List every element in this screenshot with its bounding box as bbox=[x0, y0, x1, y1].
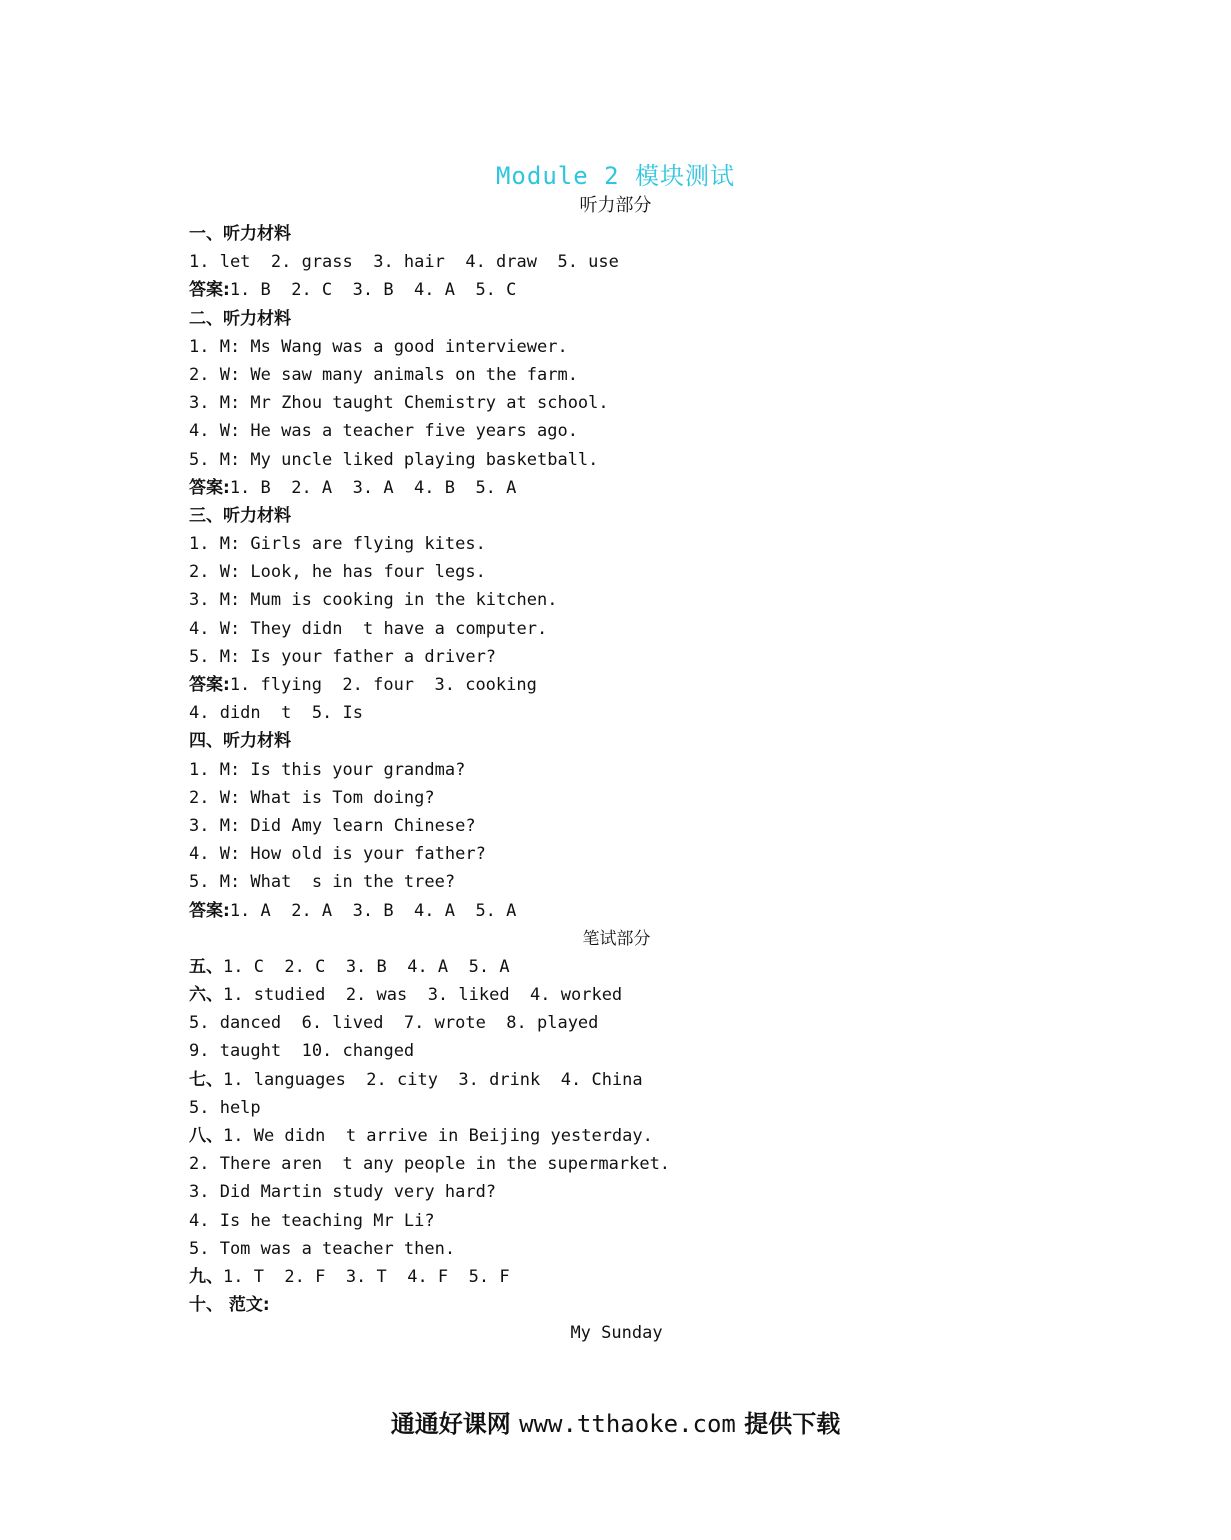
line-text: 1. B 2. C 3. B 4. A 5. C bbox=[229, 280, 517, 301]
section-heading bbox=[189, 305, 1089, 333]
answer-line bbox=[189, 1207, 1089, 1235]
line-text: 1. M: Girls are flying kites. bbox=[189, 534, 486, 555]
answer-line bbox=[189, 361, 1089, 389]
line-label: 九、 bbox=[189, 1266, 223, 1287]
section-heading bbox=[189, 727, 1089, 755]
answer-line bbox=[189, 1178, 1089, 1206]
line-text: 1. M: Ms Wang was a good interviewer. bbox=[189, 336, 568, 357]
line-text: 2. W: Look, he has four legs. bbox=[189, 562, 486, 583]
answer-line bbox=[189, 333, 1089, 361]
answer-line bbox=[189, 558, 1089, 586]
line-label: 三、听力材料 bbox=[189, 505, 291, 526]
answer-content bbox=[189, 220, 1089, 1348]
line-text: 1. A 2. A 3. B 4. A 5. A bbox=[229, 900, 517, 921]
line-text: 4. W: They didn t have a computer. bbox=[189, 618, 548, 639]
section-listening-heading: 听力部分 bbox=[579, 195, 652, 216]
centered-heading bbox=[189, 1319, 1044, 1347]
line-text: 1. let 2. grass 3. hair 4. draw 5. use bbox=[189, 252, 619, 273]
line-text: 1. We didn t arrive in Beijing yesterday. bbox=[223, 1126, 653, 1146]
line-text: 2. W: What is Tom doing? bbox=[189, 787, 435, 808]
answer-line bbox=[189, 784, 1089, 812]
line-label: 二、听力材料 bbox=[189, 308, 291, 329]
answer-line bbox=[189, 868, 1089, 896]
line-label: 五、 bbox=[189, 956, 223, 977]
line-label: 答案: bbox=[189, 477, 230, 498]
answer-line bbox=[189, 1009, 1089, 1037]
section-heading bbox=[189, 1291, 1089, 1319]
answer-line bbox=[189, 1150, 1089, 1178]
line-text: 3. M: Mum is cooking in the kitchen. bbox=[189, 590, 558, 611]
line-label: 四、听力材料 bbox=[189, 731, 291, 752]
line-label: 答案: bbox=[189, 900, 230, 921]
line-text: 1. flying 2. four 3. cooking bbox=[229, 675, 537, 695]
answer-line bbox=[189, 643, 1089, 671]
answer-line bbox=[189, 248, 1089, 276]
centered-heading bbox=[189, 925, 1044, 953]
line-text: 1. B 2. A 3. A 4. B 5. A bbox=[229, 477, 517, 498]
answer-line bbox=[189, 953, 1089, 981]
line-text: My Sunday bbox=[570, 1323, 663, 1344]
answer-line bbox=[189, 840, 1089, 868]
answer-line bbox=[189, 1122, 1089, 1150]
line-text: 1. studied 2. was 3. liked 4. worked bbox=[223, 985, 623, 1006]
page-title: Module 2 模块测试 bbox=[495, 162, 736, 190]
answer-line bbox=[189, 417, 1089, 445]
line-text: 5. Tom was a teacher then. bbox=[189, 1238, 456, 1259]
answer-line bbox=[189, 1263, 1089, 1291]
answer-line bbox=[189, 530, 1089, 558]
line-text: 3. M: Did Amy learn Chinese? bbox=[189, 815, 476, 836]
answer-line bbox=[189, 615, 1089, 643]
answer-line bbox=[189, 1235, 1089, 1263]
answer-line bbox=[189, 586, 1089, 614]
line-label: 答案: bbox=[189, 675, 230, 695]
line-text: 笔试部分 bbox=[582, 928, 651, 949]
line-text: 1. languages 2. city 3. drink 4. China bbox=[223, 1069, 643, 1090]
answer-line bbox=[189, 1066, 1089, 1094]
footer-url[interactable]: www.tthaoke.com bbox=[519, 1410, 736, 1438]
answer-line bbox=[189, 756, 1089, 784]
footer-site-name: 通通好课网 bbox=[390, 1410, 511, 1438]
line-text: 3. Did Martin study very hard? bbox=[189, 1182, 497, 1203]
line-text: 2. W: We saw many animals on the farm. bbox=[189, 364, 578, 385]
answer-line bbox=[189, 474, 1089, 502]
line-text: 4. W: How old is your father? bbox=[189, 844, 486, 865]
section-heading bbox=[189, 502, 1089, 530]
answer-line bbox=[189, 446, 1089, 474]
line-text: 5. M: What s in the tree? bbox=[189, 872, 456, 893]
line-text: 2. There aren t any people in the supermarket. bbox=[189, 1154, 671, 1175]
section-heading bbox=[189, 220, 1089, 248]
answer-line bbox=[189, 671, 1089, 699]
answer-line bbox=[189, 1094, 1089, 1122]
line-label: 答案: bbox=[189, 280, 230, 301]
line-text: 1. T 2. F 3. T 4. F 5. F bbox=[223, 1266, 510, 1287]
answer-line bbox=[189, 897, 1089, 925]
line-text: 4. Is he teaching Mr Li? bbox=[189, 1210, 435, 1231]
line-text: 9. taught 10. changed bbox=[189, 1041, 415, 1062]
line-text: 4. W: He was a teacher five years ago. bbox=[189, 421, 578, 442]
line-text: 5. danced 6. lived 7. wrote 8. played bbox=[189, 1013, 599, 1034]
line-text: 1. C 2. C 3. B 4. A 5. A bbox=[223, 956, 510, 977]
line-label: 七、 bbox=[189, 1069, 223, 1090]
footer-download: 提供下载 bbox=[744, 1410, 841, 1438]
line-label: 十、 范文: bbox=[189, 1295, 270, 1316]
line-label: 八、 bbox=[189, 1126, 223, 1146]
footer bbox=[0, 1404, 1231, 1439]
line-label: 六、 bbox=[189, 985, 223, 1006]
line-text: 5. M: Is your father a driver? bbox=[189, 646, 497, 667]
line-text: 3. M: Mr Zhou taught Chemistry at school. bbox=[189, 393, 609, 414]
answer-line bbox=[189, 276, 1089, 304]
answer-line bbox=[189, 812, 1089, 840]
line-text: 5. M: My uncle liked playing basketball. bbox=[189, 449, 599, 470]
line-text: 1. M: Is this your grandma? bbox=[189, 759, 466, 780]
line-text: 5. help bbox=[189, 1097, 261, 1118]
answer-line bbox=[189, 981, 1089, 1009]
answer-line bbox=[189, 389, 1089, 417]
line-text: 4. didn t 5. Is bbox=[189, 703, 363, 724]
line-label: 一、听力材料 bbox=[189, 224, 291, 244]
answer-line bbox=[189, 699, 1089, 727]
answer-line bbox=[189, 1037, 1089, 1065]
